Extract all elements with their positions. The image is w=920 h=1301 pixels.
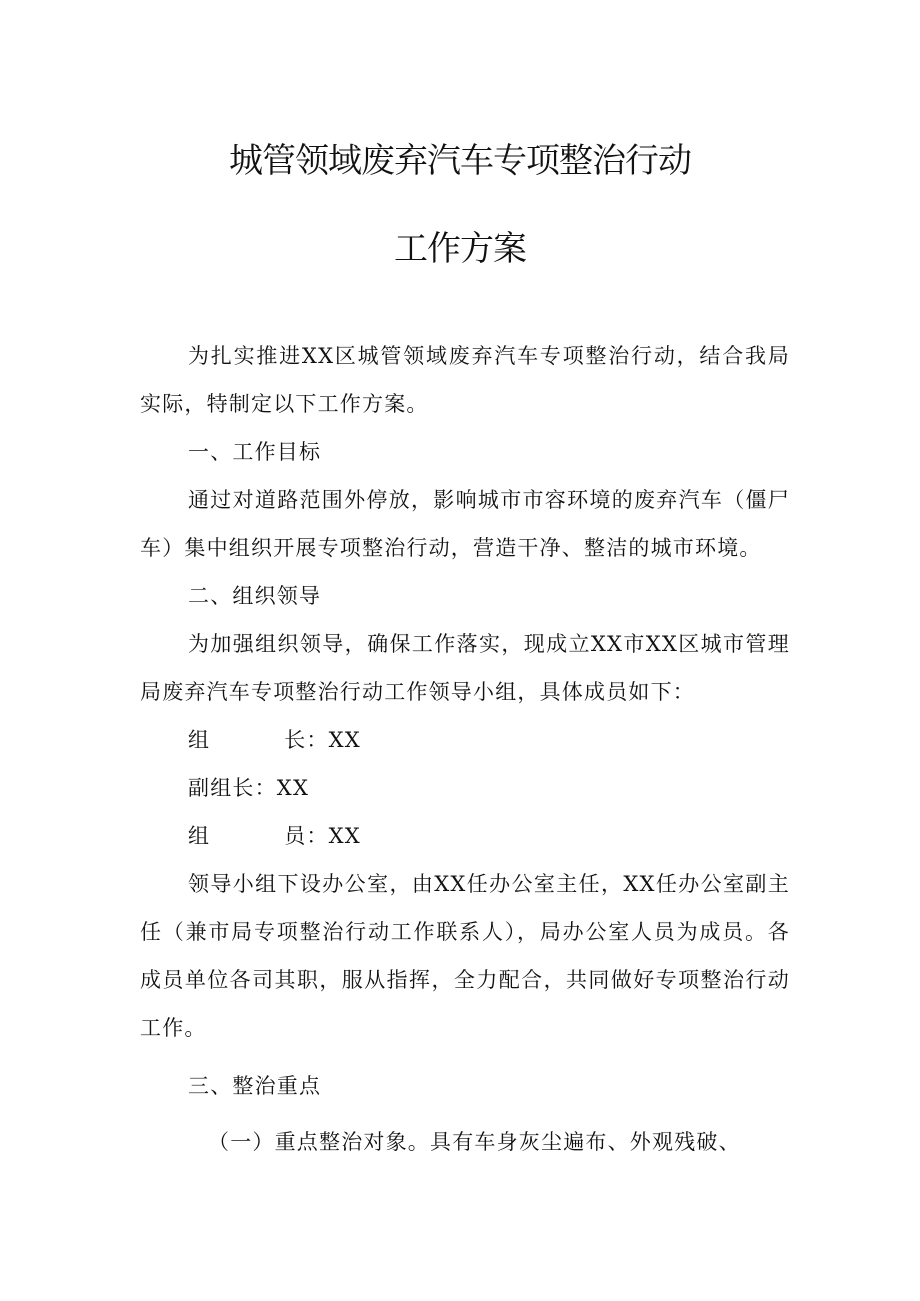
member-role-char: 组 bbox=[188, 824, 211, 848]
section-heading-goals: 一、工作目标 bbox=[188, 440, 322, 464]
document-title-line-1: 城管领域废弃汽车专项整治行动 bbox=[229, 141, 691, 181]
member-member-line bbox=[188, 812, 361, 860]
document-title-line-2: 工作方案 bbox=[394, 229, 526, 269]
intro-paragraph: 为扎实推进XX区城管领域废弃汽车专项整治行动，结合我局实际，特制定以下工作方案。 bbox=[140, 344, 790, 416]
member-deputy-line: 副组长：XX bbox=[188, 776, 310, 800]
member-leader-line bbox=[188, 716, 361, 764]
member-role-value: 员：XX bbox=[284, 824, 361, 848]
office-paragraph: 领导小组下设办公室，由XX任办公室主任，XX任办公室副主任（兼市局专项整治行动工作联系人），局办公室人员为成员。各成员单位各司其职，服从指挥，全力配合，共同做好专项整治行动工作。 bbox=[140, 872, 790, 1040]
leader-role-value: 长：XX bbox=[284, 728, 361, 752]
section-organization-paragraph: 为加强组织领导，确保工作落实，现成立XX市XX区城市管理局废弃汽车专项整治行动工作领导小组，具体成员如下： bbox=[140, 632, 790, 704]
focus-item-1: （一）重点整治对象。具有车身灰尘遍布、外观残破、 bbox=[208, 1130, 741, 1154]
section-heading-focus: 三、整治重点 bbox=[188, 1074, 322, 1098]
leader-role-char: 组 bbox=[188, 728, 211, 752]
section-heading-organization: 二、组织领导 bbox=[188, 584, 322, 608]
section-goals-paragraph: 通过对道路范围外停放，影响城市市容环境的废弃汽车（僵尸车）集中组织开展专项整治行动，营造干净、整洁的城市环境。 bbox=[140, 488, 790, 560]
